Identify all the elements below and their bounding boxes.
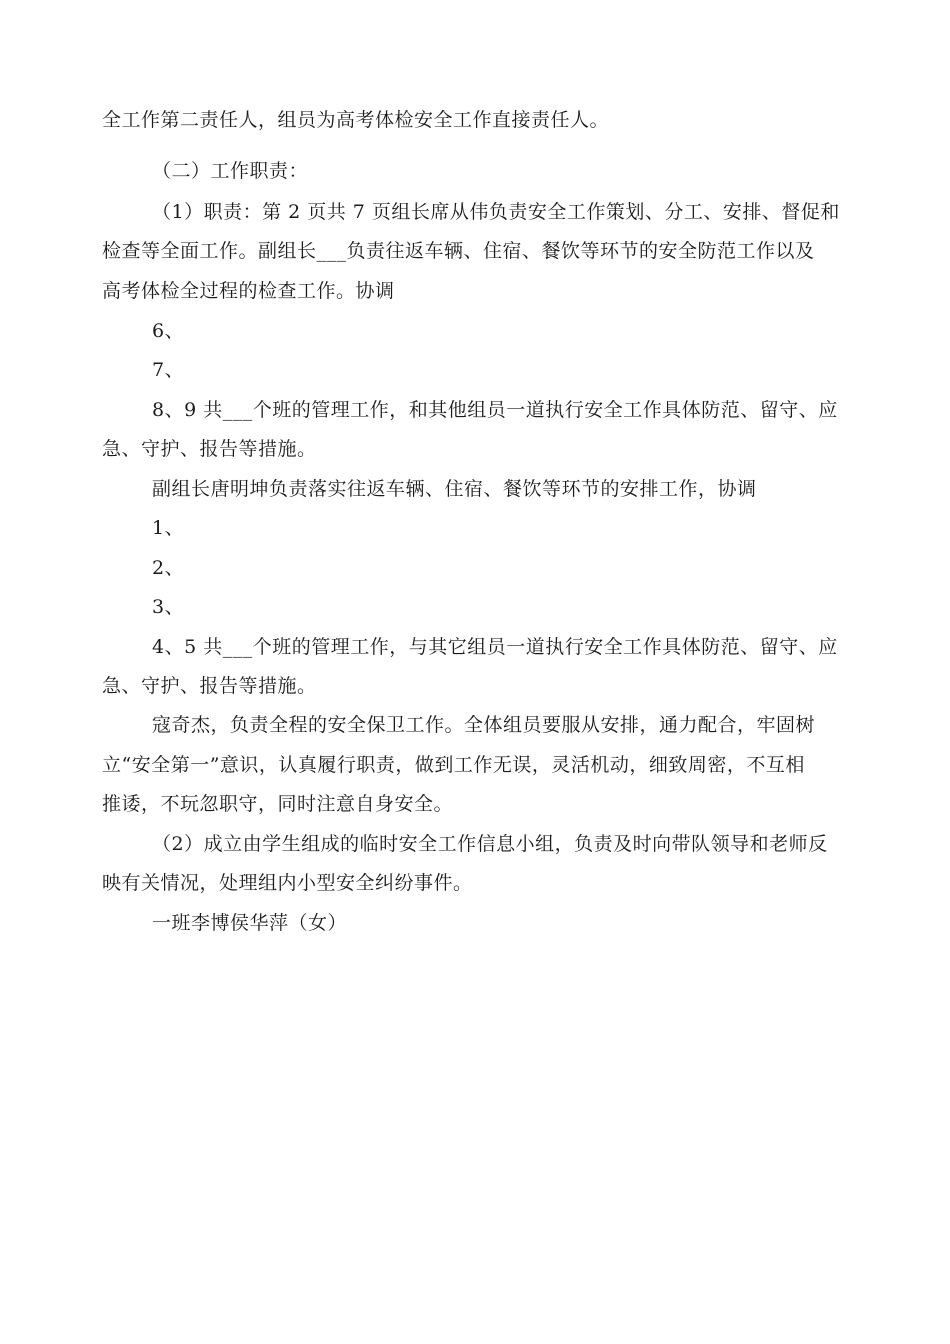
list-item: 1、 [152,517,185,539]
paragraph-line: 急、守护、报告等措施。 [102,438,317,460]
list-item: 2、 [152,557,185,579]
paragraph-line: （1）职责：第 2 页共 7 页组长席从伟负责安全工作策划、分工、安排、督促和 [152,201,840,223]
list-item: 7、 [152,359,185,381]
paragraph-line: 高考体检全过程的检查工作。协调 [102,280,395,302]
paragraph-line: 8、9 共___个班的管理工作，和其他组员一道执行安全工作具体防范、留守、应 [152,399,838,421]
paragraph-line: 全工作第二责任人，组员为高考体检安全工作直接责任人。 [102,109,610,131]
paragraph-line: 副组长唐明坤负责落实往返车辆、住宿、餐饮等环节的安排工作，协调 [152,478,757,500]
paragraph-line: 急、守护、报告等措施。 [102,675,317,697]
paragraph-line: 4、5 共___个班的管理工作，与其它组员一道执行安全工作具体防范、留守、应 [152,636,838,658]
paragraph-line: 映有关情况，处理组内小型安全纠纷事件。 [102,872,473,894]
paragraph-line: 检查等全面工作。副组长___负责往返车辆、住宿、餐饮等环节的安全防范工作以及 [102,240,815,262]
paragraph-line: 寇奇杰，负责全程的安全保卫工作。全体组员要服从安排，通力配合，牢固树 [152,714,816,736]
list-item: 6、 [152,320,185,342]
paragraph-line: 一班李博侯华萍（女） [152,912,348,934]
section-heading: （二）工作职责： [152,160,309,182]
paragraph-line: 立“安全第一”意识，认真履行职责，做到工作无误，灵活机动，细致周密，不互相 [102,754,805,776]
paragraph-line: 推诿，不玩忽职守，同时注意自身安全。 [102,793,454,815]
list-item: 3、 [152,596,185,618]
paragraph-line: （2）成立由学生组成的临时安全工作信息小组，负责及时向带队领导和老师反 [152,833,828,855]
